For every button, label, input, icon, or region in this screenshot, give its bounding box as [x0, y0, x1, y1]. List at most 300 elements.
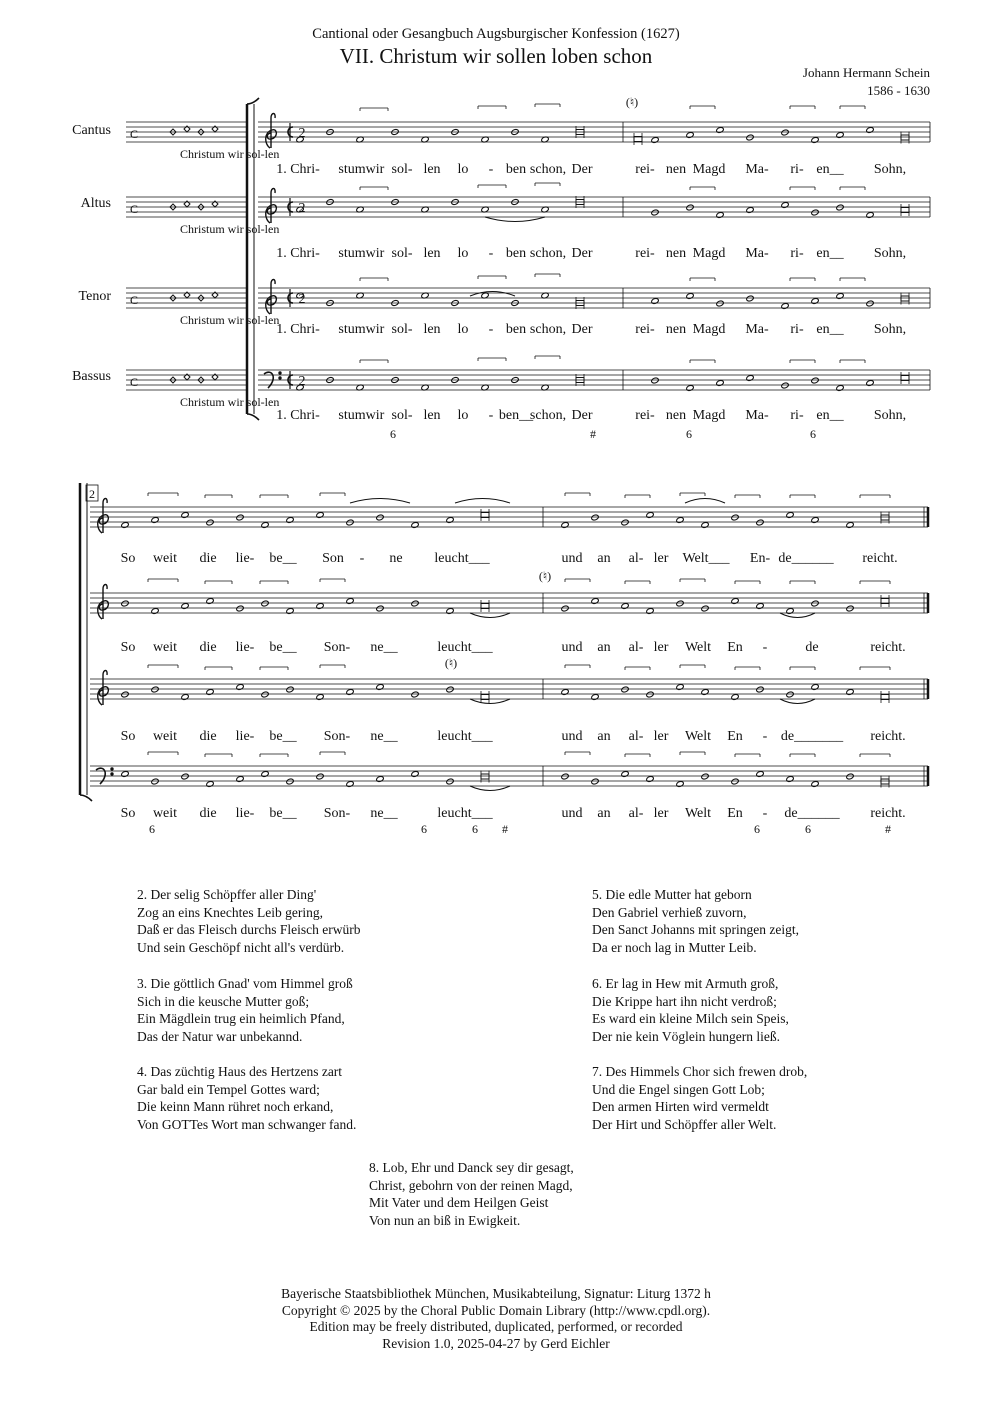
note-head [206, 689, 214, 696]
note-head [811, 781, 819, 788]
note-head [346, 781, 354, 788]
note-head [676, 684, 684, 691]
note-head [701, 522, 709, 529]
lyric-syllable: an [597, 729, 611, 744]
note-head [286, 608, 294, 615]
ligature-bracket [148, 493, 178, 496]
ligature-bracket [205, 495, 232, 498]
slur [780, 613, 815, 618]
note-head [651, 298, 659, 305]
lyric-syllable: stum [338, 322, 366, 337]
ligature-bracket [735, 581, 760, 584]
ligature-bracket [565, 493, 590, 496]
ligature-bracket [260, 754, 288, 757]
voice-label-tenor: Tenor [78, 289, 111, 304]
lyric-syllable: ben [505, 322, 527, 337]
note-head [151, 778, 159, 785]
note-head [686, 293, 694, 300]
measure-number: 2 [89, 487, 95, 501]
footer-license: Edition may be freely distributed, duplicated, performed, or recorded [309, 1319, 683, 1334]
lyric-syllable: de______ [784, 806, 840, 821]
lyric-syllable: weit [152, 806, 178, 821]
lyric-syllable: En [727, 640, 743, 655]
lyric-syllable: schon, [529, 162, 567, 177]
lyric-syllable: weit [152, 729, 178, 744]
note-head [316, 773, 324, 780]
stanza-line: 7. Des Himmels Chor sich frewen drob, [592, 1064, 808, 1079]
lyric-syllable: reicht. [870, 806, 906, 821]
lyric-syllable: an [597, 806, 611, 821]
note-head [411, 691, 419, 698]
figured-bass: 6 [686, 427, 692, 441]
note-head [781, 303, 789, 310]
stanza-line: Es ward ein kleine Milch sein Speis, [592, 1011, 789, 1026]
note-head [346, 519, 354, 526]
lyric-syllable: Ma- [745, 322, 769, 337]
lyric-syllable: rei- [635, 408, 655, 423]
lyric-syllable: leucht___ [437, 640, 493, 655]
note-head [836, 385, 844, 392]
ligature-bracket [565, 579, 590, 582]
note-head [561, 773, 569, 780]
staff-s2-tenor [90, 679, 928, 699]
slur [470, 786, 510, 791]
note-head [151, 517, 159, 524]
stanza-line: Mit Vater und dem Heilgen Geist [369, 1195, 549, 1210]
note-head [121, 691, 129, 698]
lyric-syllable: weit [152, 640, 178, 655]
stanza-line: Die keinn Mann rühret noch erkand, [137, 1099, 334, 1114]
ligature-bracket [320, 493, 345, 496]
note-head [236, 684, 244, 691]
note-head [836, 293, 844, 300]
lyric-syllable: Magd [692, 408, 726, 423]
lyric-syllable: - [762, 640, 768, 655]
lyric-syllable: Der [571, 408, 593, 423]
lyric-syllable: 1. Chri- [276, 408, 320, 423]
lyric-syllable: ben__ [498, 408, 534, 423]
lyric-syllable: ne__ [370, 806, 398, 821]
lyric-syllable: nen [665, 322, 687, 337]
time-signature-number: 2 [298, 374, 306, 389]
lyric-syllable: leucht___ [434, 551, 490, 566]
note-head [376, 514, 384, 521]
ligature-bracket [260, 581, 288, 584]
incipit-text: Christum wir sol-len [180, 147, 280, 161]
ligature-bracket [320, 752, 345, 755]
ligature-bracket [790, 495, 815, 498]
voice-label-bassus: Bassus [72, 369, 111, 384]
ligature-bracket [680, 579, 705, 582]
stanza-5 [592, 886, 799, 956]
note-head [746, 134, 754, 141]
slur [455, 499, 510, 504]
lyric-syllable: lo [457, 246, 469, 261]
staff-s1-bassus [258, 370, 930, 390]
lyric-syllable: len [423, 246, 441, 261]
stanza-line: Christ, gebohrn von der reinen Magd, [369, 1177, 573, 1193]
note-head [686, 204, 694, 211]
breve-note [901, 296, 909, 301]
lyric-syllable: ri- [790, 162, 804, 177]
stanza-6 [592, 975, 789, 1045]
accidental-mark: (♮) [538, 569, 552, 583]
note-head [591, 694, 599, 701]
lyric-syllable: rei- [635, 162, 655, 177]
lyric-syllable: Welt [684, 729, 712, 744]
lyric-syllable: sol- [391, 322, 413, 337]
lyric-syllable: lie- [235, 729, 255, 744]
ligature-bracket [260, 495, 288, 498]
note-head [716, 212, 724, 219]
ligature-bracket [360, 278, 388, 281]
composer-name: Johann Hermann Schein [802, 65, 930, 80]
ligature-bracket [735, 754, 760, 757]
lyric-syllable: lo [457, 162, 469, 177]
note-head [786, 512, 794, 519]
lyric-syllable: die [199, 806, 217, 821]
figured-bass: 6 [421, 822, 427, 836]
note-head [121, 522, 129, 529]
lyric-syllable: ler [653, 640, 669, 655]
lyric-syllable: So [120, 551, 136, 566]
note-head [646, 608, 654, 615]
note-head [376, 776, 384, 783]
incipit-staff-altus [126, 197, 246, 217]
lyric-syllable: 1. Chri- [276, 322, 320, 337]
stanza-line: 5. Die edle Mutter hat geborn [592, 887, 752, 902]
ligature-bracket [840, 106, 865, 109]
note-head [206, 598, 214, 605]
lyric-syllable: Der [571, 162, 593, 177]
lyric-syllable: und [561, 729, 583, 744]
lyric-syllable: - [488, 408, 494, 423]
bracket-hook [247, 414, 259, 420]
note-head [746, 375, 754, 382]
lyric-syllable: En [727, 806, 743, 821]
ligature-bracket [860, 495, 890, 498]
slur [470, 699, 510, 704]
ligature-bracket [205, 667, 232, 670]
note-head [701, 689, 709, 696]
lyric-syllable: stum [338, 162, 366, 177]
slur [470, 613, 510, 618]
lyric-syllable: nen [665, 408, 687, 423]
stanza-line: Zog an eins Knechtes Leib gering, [137, 904, 323, 920]
lyric-syllable: - [762, 729, 768, 744]
lyric-syllable: Welt [684, 806, 712, 821]
ligature-bracket [205, 754, 232, 757]
note-head [836, 204, 844, 211]
note-head [786, 776, 794, 783]
slur [685, 499, 725, 504]
ligature-bracket [860, 667, 890, 670]
note-head [181, 512, 189, 519]
note-head [846, 689, 854, 696]
note-head [866, 380, 874, 387]
time-signature-number: 2 [298, 126, 306, 141]
note-head [646, 512, 654, 519]
note-head [811, 209, 819, 216]
footer-revision: Revision 1.0, 2025-04-27 by Gerd Eichler [382, 1335, 610, 1351]
note-head [376, 684, 384, 691]
note-head [866, 127, 874, 134]
lyric-syllable: - [762, 806, 768, 821]
stanza-line: Und sein Geschöpf nicht all's verdürb. [137, 939, 345, 955]
lyric-syllable: Welt [684, 640, 712, 655]
lyric-syllable: lie- [235, 551, 255, 566]
note-head [701, 605, 709, 612]
lyric-syllable: Der [571, 322, 593, 337]
footer-copyright: Copyright © 2025 by the Choral Public Domain Library (http://www.cpdl.org). [281, 1302, 711, 1318]
slur [485, 217, 545, 222]
lyric-syllable: und [561, 551, 583, 566]
note-head [181, 694, 189, 701]
incipit-mensuration: C [129, 293, 139, 307]
voice-label-altus: Altus [80, 196, 111, 211]
note-head [151, 608, 159, 615]
lyric-syllable: leucht___ [437, 806, 493, 821]
ligature-bracket [320, 579, 345, 582]
stanza-line: Und die Engel singen Gott Lob; [592, 1081, 765, 1097]
note-head [756, 519, 764, 526]
treble-clef-icon [98, 499, 109, 534]
stanza-line: Daß er das Fleisch durchs Fleisch erwürb [137, 922, 361, 937]
ligature-bracket [840, 187, 865, 190]
breve-note [901, 135, 909, 140]
lyric-syllable: al- [628, 640, 644, 655]
footer-source: Bayerische Staatsbibliothek München, Musikabteilung, Signatur: Liturg 1372 h [281, 1286, 711, 1301]
lyric-syllable: lo [457, 322, 469, 337]
lyric-syllable: be__ [269, 806, 297, 821]
lyric-syllable: ri- [790, 322, 804, 337]
note-head [811, 298, 819, 305]
note-head [811, 684, 819, 691]
lyric-syllable: schon, [529, 408, 567, 423]
stanza-line: Den Gabriel verhieß zuvorn, [592, 904, 747, 920]
note-head [731, 598, 739, 605]
lyric-syllable: die [199, 640, 217, 655]
stanza-2 [137, 886, 360, 956]
accidental-mark: (♮) [625, 95, 639, 109]
incipit-text: Christum wir sol-len [180, 222, 280, 236]
ligature-bracket [790, 187, 815, 190]
lyric-syllable: len [423, 408, 441, 423]
note-head [811, 377, 819, 384]
lyric-syllable: Magd [692, 322, 726, 337]
lyric-syllable: de_______ [780, 729, 844, 744]
figured-bass: 6 [754, 822, 760, 836]
lyric-syllable: de [805, 640, 819, 655]
ligature-bracket [478, 106, 506, 109]
lyric-syllable: ler [653, 551, 669, 566]
lyric-syllable: ben [505, 246, 527, 261]
note-head [746, 207, 754, 214]
lyric-syllable: - [488, 322, 494, 337]
lyric-syllable: So [120, 640, 136, 655]
note-head [561, 522, 569, 529]
stanza-line: Die Krippe hart ihn nicht verdroß; [592, 993, 777, 1009]
stanza-line: Den Sanct Johanns mit springen zeigt, [592, 922, 799, 937]
note-head [346, 689, 354, 696]
lyric-syllable: So [120, 806, 136, 821]
accidental-mark: (♮) [444, 656, 458, 670]
ligature-bracket [535, 356, 560, 359]
note-head [411, 771, 419, 778]
figured-bass: 6 [810, 427, 816, 441]
lyric-syllable: die [199, 551, 217, 566]
note-head [676, 600, 684, 607]
ligature-bracket [790, 581, 815, 584]
footer [0, 1286, 992, 1352]
note-head [286, 517, 294, 524]
note-head [236, 514, 244, 521]
lyric-syllable: - [359, 551, 365, 566]
treble-clef-icon [98, 671, 109, 706]
figured-bass: # [885, 822, 891, 836]
ligature-bracket [735, 667, 760, 670]
piece-title: VII. Christum wir sollen loben schon [339, 44, 653, 68]
note-head [121, 600, 129, 607]
lyric-syllable: - [488, 246, 494, 261]
lyric-syllable: lie- [235, 640, 255, 655]
lyric-syllable: reicht. [870, 729, 906, 744]
lyric-syllable: reicht. [870, 640, 906, 655]
note-head [621, 519, 629, 526]
note-head [756, 771, 764, 778]
figured-bass: 6 [390, 427, 396, 441]
note-head [286, 686, 294, 693]
ligature-bracket [625, 581, 650, 584]
treble-clef-icon [266, 280, 277, 315]
figured-bass: # [590, 427, 596, 441]
lyric-syllable: leucht___ [437, 729, 493, 744]
lyric-syllable: So [120, 729, 136, 744]
lyric-syllable: sol- [391, 246, 413, 261]
note-head [846, 605, 854, 612]
lyric-syllable: ne__ [370, 729, 398, 744]
lyric-syllable: en__ [816, 408, 844, 423]
stanza-line: 8. Lob, Ehr und Danck sey dir gesagt, [369, 1160, 574, 1175]
time-signature-number: 2 [298, 292, 306, 307]
lyric-syllable: - [488, 162, 494, 177]
lyric-syllable: de______ [778, 551, 834, 566]
treble-clef-icon [98, 585, 109, 620]
note-head [781, 129, 789, 136]
note-head [591, 778, 599, 785]
note-head [446, 778, 454, 785]
lyric-syllable: be__ [269, 640, 297, 655]
ligature-bracket [690, 360, 715, 363]
lyric-syllable: stum [338, 408, 366, 423]
incipit-text: Christum wir sol-len [180, 313, 280, 327]
stanza-3 [137, 975, 353, 1045]
lyric-syllable: al- [628, 551, 644, 566]
lyric-syllable: Ma- [745, 162, 769, 177]
figured-bass: 6 [805, 822, 811, 836]
note-head [561, 605, 569, 612]
slur [780, 699, 815, 704]
incipit-mensuration: C [129, 375, 139, 389]
lyric-syllable: len [423, 162, 441, 177]
lyric-syllable: ben [505, 162, 527, 177]
lyric-syllable: Ma- [745, 408, 769, 423]
lyric-syllable: die [199, 729, 217, 744]
note-head [731, 694, 739, 701]
time-signature-number: 2 [298, 201, 306, 216]
stanza-line: Der nie kein Vöglein hungern ließ. [592, 1028, 780, 1044]
ligature-bracket [680, 493, 705, 496]
ligature-bracket [790, 106, 815, 109]
lyric-syllable: wir [365, 162, 385, 177]
staff-s2-bassus [90, 766, 928, 786]
stanza-line: 6. Er lag in Hew mit Armuth groß, [592, 976, 779, 991]
note-head [561, 689, 569, 696]
note-head [181, 773, 189, 780]
lyric-syllable: nen [665, 162, 687, 177]
ligature-bracket [535, 104, 560, 107]
ligature-bracket [625, 495, 650, 498]
lyric-syllable: 1. Chri- [276, 162, 320, 177]
stanza-line: 4. Das züchtig Haus des Hertzens zart [137, 1064, 343, 1079]
note-head [646, 691, 654, 698]
stanza-line: Gar bald ein Tempel Gottes ward; [137, 1081, 320, 1097]
breve-note [881, 515, 889, 520]
ligature-bracket [535, 274, 560, 277]
note-head [121, 771, 129, 778]
note-head [446, 517, 454, 524]
incipit-mensuration: C [129, 202, 139, 216]
ligature-bracket [320, 665, 345, 668]
ligature-bracket [690, 278, 715, 281]
figured-bass: # [502, 822, 508, 836]
note-head [376, 605, 384, 612]
note-head [756, 686, 764, 693]
staff-s2-altus [90, 593, 928, 613]
note-head [181, 603, 189, 610]
lyric-syllable: Son- [323, 806, 351, 821]
ligature-bracket [360, 108, 388, 111]
lyric-syllable: ri- [790, 246, 804, 261]
figured-bass: 6 [149, 822, 155, 836]
lyric-syllable: wir [365, 408, 385, 423]
note-head [756, 603, 764, 610]
staff-s2-cantus [90, 507, 928, 527]
note-head [716, 300, 724, 307]
note-head [731, 514, 739, 521]
lyric-syllable: Ma- [745, 246, 769, 261]
lyric-syllable: Sohn, [873, 162, 907, 177]
ligature-bracket [790, 360, 815, 363]
note-head [621, 771, 629, 778]
note-head [686, 132, 694, 139]
note-head [781, 202, 789, 209]
breve-note [481, 774, 489, 779]
note-head [811, 137, 819, 144]
lyric-syllable: ne__ [370, 640, 398, 655]
lyric-syllable: al- [628, 729, 644, 744]
stanza-line: 2. Der selig Schöpffer aller Ding' [137, 887, 317, 902]
ligature-bracket [360, 360, 388, 363]
note-head [651, 137, 659, 144]
lyric-syllable: Son [322, 551, 344, 566]
lyric-syllable: an [597, 551, 611, 566]
note-head [151, 686, 159, 693]
stanza-line: Da er noch lag in Mutter Leib. [592, 939, 757, 955]
lyric-syllable: en__ [816, 162, 844, 177]
note-head [261, 771, 269, 778]
slur [350, 499, 410, 504]
